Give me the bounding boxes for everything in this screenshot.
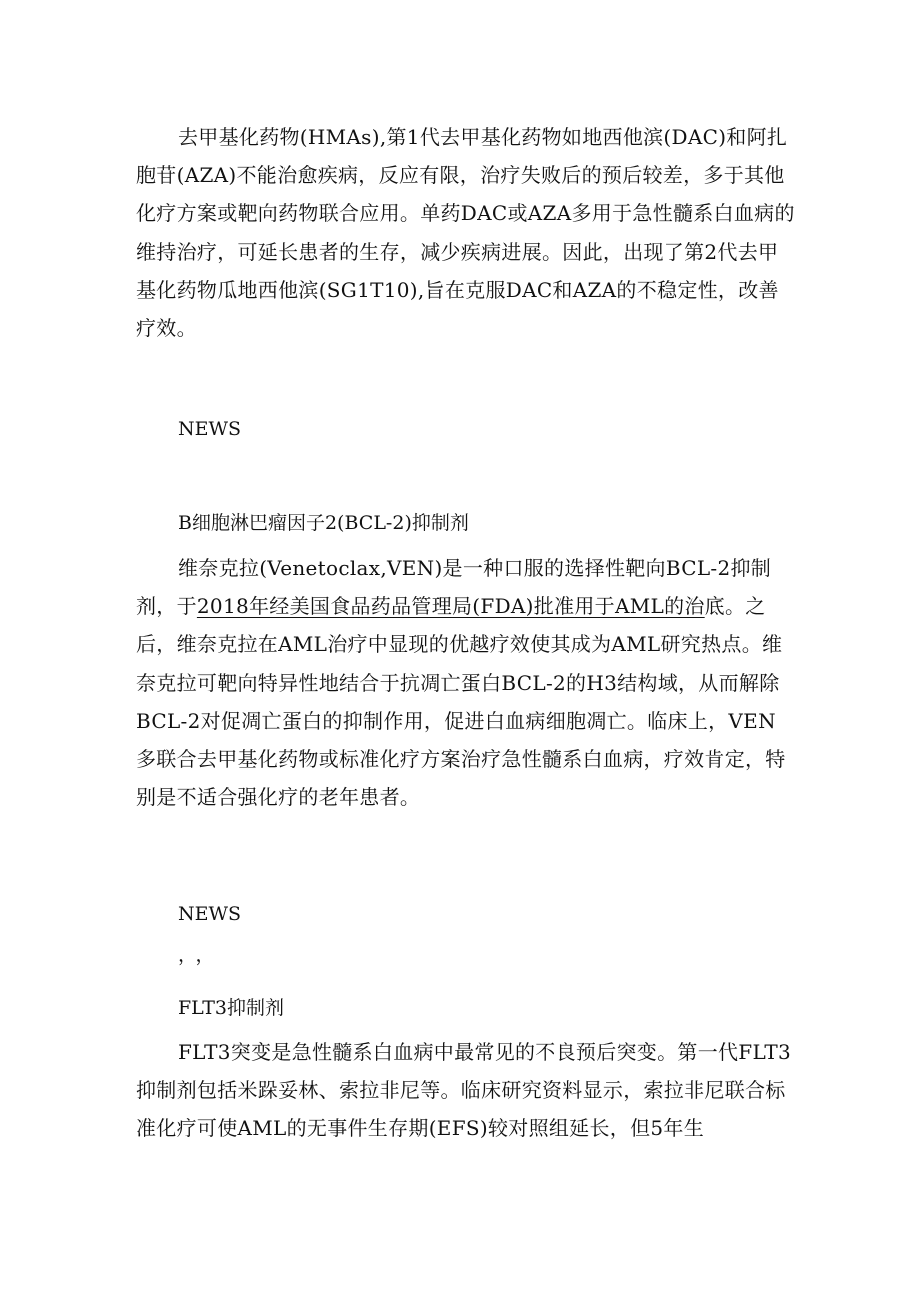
news-label-1: NEWS bbox=[178, 418, 242, 440]
bcl2-paragraph-underlined: 2018年经美国食品药品管理局(FDA)批准用于AML的治 bbox=[196, 594, 705, 619]
bcl2-heading: B细胞淋巴瘤因子2(BCL-2)抑制剂 bbox=[178, 512, 469, 534]
flt3-paragraph: FLT3突变是急性髓系白血病中最常见的不良预后突变。第一代FLT3抑制剂包括米跺妥林、索拉非尼等。临床研究资料显示，索拉非尼联合标准化疗可使AML的无事件生存期(EFS)较对照组延长，但5年生 bbox=[136, 1040, 792, 1141]
bcl2-paragraph-part1: 维奈克拉(Venetoclax,VEN)是一种口服的选择性靶向BCL-2抑制剂，于 bbox=[136, 556, 772, 619]
bcl2-paragraph-part2: 底。之后，维奈克拉在AML治疗中显现的优越疗效使其成为AML研究热点。维奈克拉可靶向特异性地结合于抗凋亡蛋白BCL-2的H3结构域，从而解除BCL-2对促凋亡蛋白的抑制作用，促进白血病细胞凋亡。临床上，VEN多联合去甲基化药物或标准化疗方案治疗急性髓系白血病，疗效肯定，特别是不适合强化疗的老年患者。 bbox=[136, 594, 786, 810]
flt3-heading: FLT3抑制剂 bbox=[178, 997, 285, 1019]
news-label-2: NEWS bbox=[178, 903, 242, 925]
bcl2-paragraph bbox=[136, 549, 796, 816]
punctuation-line: ，， bbox=[178, 944, 223, 966]
hma-paragraph: 去甲基化药物(HMAs),第1代去甲基化药物如地西他滨(DAC)和阿扎胞苷(AZA)不能治愈疾病，反应有限，治疗失败后的预后较差，多于其他化疗方案或靶向药物联合应用。单药DAC或AZA多用于急性髓系白血病的维持治疗，可延长患者的生存，减少疾病进展。因此，出现了第2代去甲基化药物瓜地西他滨(SG1T10),旨在克服DAC和AZA的不稳定性，改善疗效。 bbox=[136, 125, 795, 341]
